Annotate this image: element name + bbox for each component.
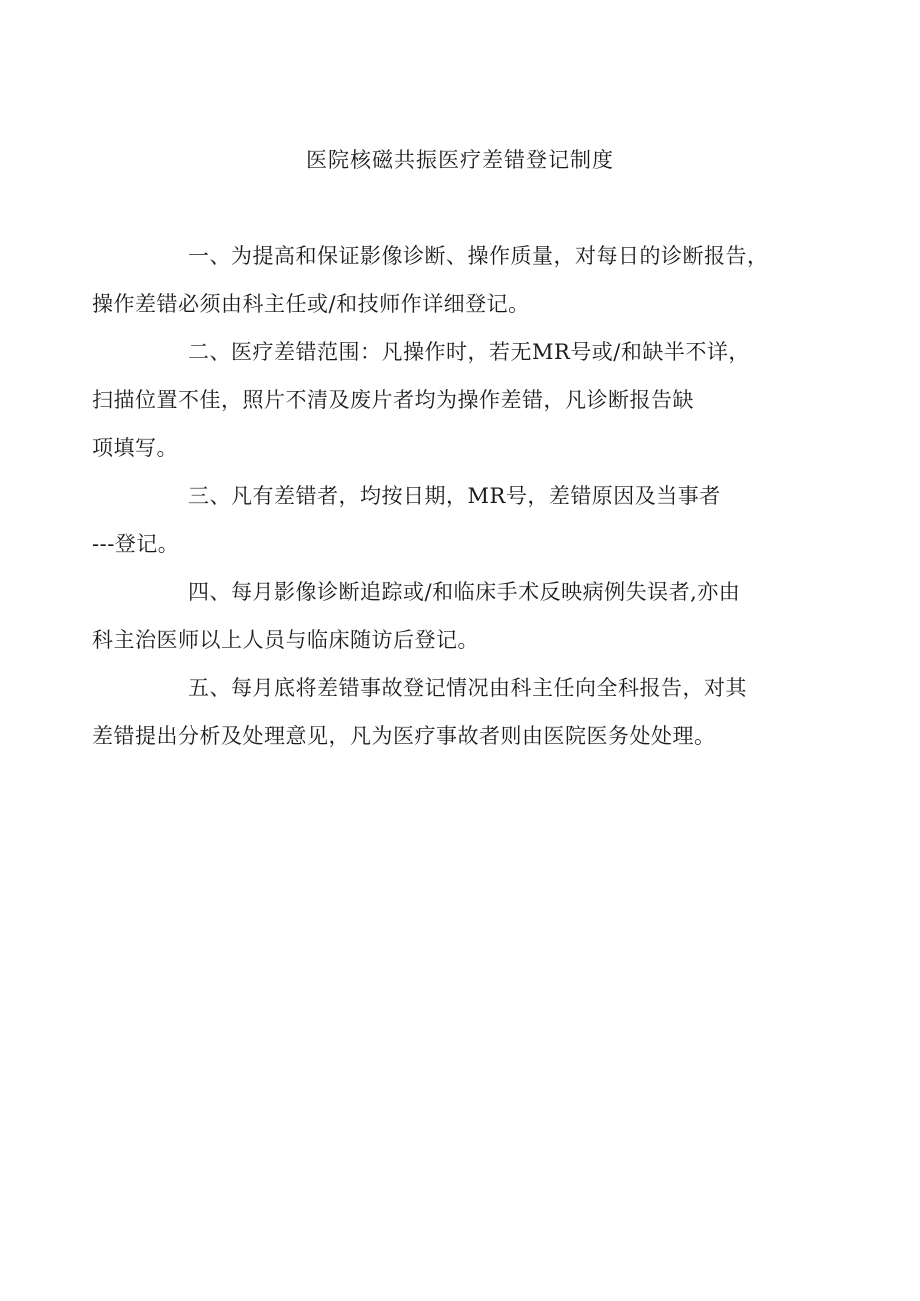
- document-title: 医院核磁共振医疗差错登记制度: [306, 148, 614, 172]
- paragraph-5: [92, 664, 812, 760]
- paragraph-line: 三、凡有差错者，均按日期，MR号，差错原因及当事者: [188, 484, 721, 508]
- paragraph-line: 一、为提高和保证影像诊断、操作质量，对每日的诊断报告，: [188, 244, 769, 268]
- paragraph-line: ---登记。: [92, 532, 180, 556]
- paragraph-line: 操作差错必须由科主任或/和技师作详细登记。: [92, 292, 530, 316]
- paragraph-1: [92, 232, 812, 328]
- paragraph-line: 二、医疗差错范围：凡操作时，若无MR号或/和缺半不详，: [188, 340, 750, 364]
- paragraph-line: 差错提出分析及处理意见，凡为医疗事故者则由医院医务处处理。: [92, 724, 716, 748]
- document-body: [92, 232, 812, 760]
- paragraph-line: 扫描位置不佳，照片不清及废片者均为操作差错，凡诊断报告缺: [92, 388, 694, 412]
- paragraph-3: [92, 472, 812, 568]
- paragraph-line: 五、每月底将差错事故登记情况由科主任向全科报告，对其: [188, 676, 747, 700]
- paragraph-4: [92, 568, 812, 664]
- paragraph-line: 四、每月影像诊断追踪或/和临床手术反映病例失误者,亦由: [188, 580, 741, 604]
- paragraph-2: [92, 328, 812, 472]
- paragraph-line: 项填写。: [92, 436, 178, 460]
- paragraph-line: 科主治医师以上人员与临床随访后登记。: [92, 628, 479, 652]
